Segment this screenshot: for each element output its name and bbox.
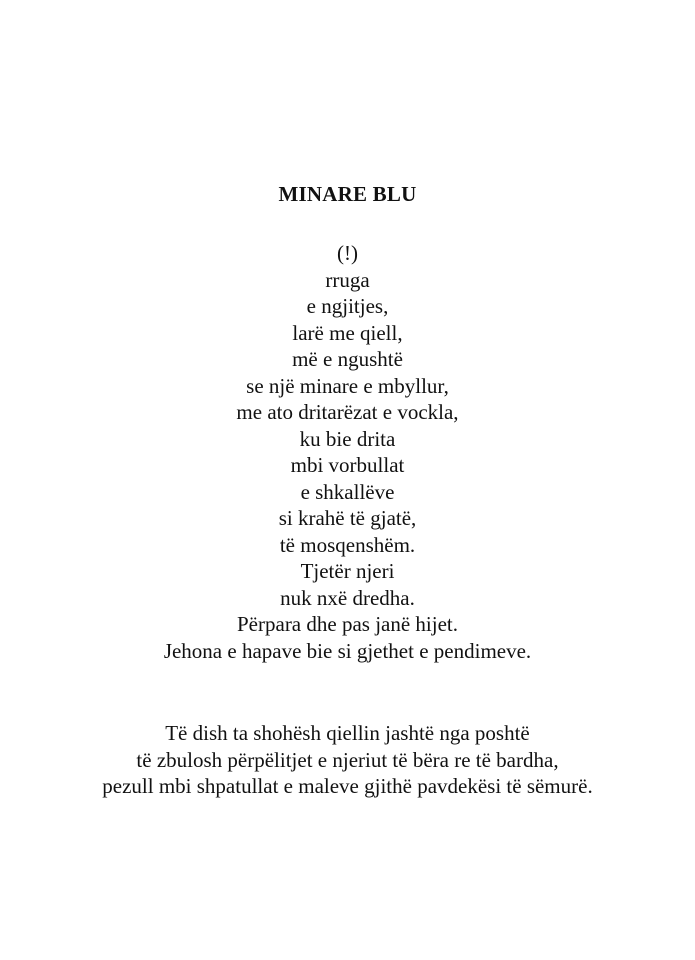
poem-line: Përpara dhe pas janë hijet. — [237, 612, 458, 636]
poem-line: e shkallëve — [300, 479, 395, 504]
poem-line: pezull mbi shpatullat e maleve gjithë pavdekësi të sëmurë. — [102, 774, 593, 798]
poem-line: ku bie drita — [299, 426, 396, 451]
poem-stanza-1 — [0, 240, 695, 664]
poem-line: me ato dritarëzat e vockla, — [236, 400, 459, 424]
poem-line: nuk nxë dredha. — [280, 585, 415, 610]
poem-line: rruga — [325, 267, 370, 292]
poem-line: larë me qiell, — [292, 320, 403, 345]
poem-line: të mosqenshëm. — [279, 532, 416, 557]
poem-line: të zbulosh përpëlitjet e njeriut të bëra re të bardha, — [136, 747, 559, 772]
poem-line: si krahë të gjatë, — [278, 506, 417, 530]
poem-line: Tjetër njeri — [300, 559, 395, 583]
poem-stanza-2 — [0, 720, 695, 800]
poem-line: Jehona e hapave bie si gjethet e pendimeve. — [163, 638, 532, 663]
poem-line: se një minare e mbyllur, — [246, 373, 449, 398]
poem-line: më e ngushtë — [292, 347, 403, 371]
poem-line: mbi vorbullat — [290, 453, 405, 477]
poem-title: MINARE BLU — [278, 182, 417, 206]
poem-line: (!) — [337, 241, 358, 265]
poem-line: Të dish ta shohësh qiellin jashtë nga poshtë — [165, 721, 530, 745]
poem-line: e ngjitjes, — [306, 294, 389, 318]
